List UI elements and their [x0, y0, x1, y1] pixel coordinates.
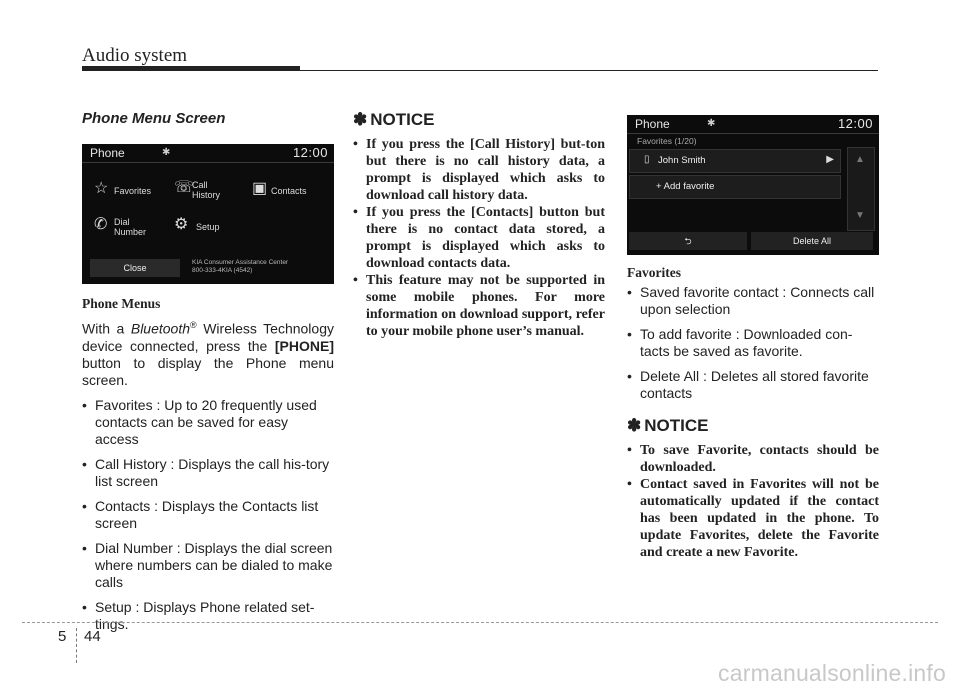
intro-text-a: With a: [82, 320, 131, 337]
menu-description-list: [82, 397, 334, 633]
scrollbar: [847, 147, 875, 231]
page-number-divider: [76, 628, 78, 663]
menu-contacts: Contacts: [271, 186, 307, 196]
favorites-count: Favorites (1/20): [637, 136, 697, 146]
screen-title: Phone: [90, 146, 125, 160]
add-favorite-row: [629, 175, 841, 199]
section-number: 5: [58, 628, 67, 645]
screen-title: Phone: [635, 117, 670, 131]
back-button: [629, 232, 747, 250]
list-item: • Dial Number : Displays the dial screen where numbers can be dialed to make calls: [82, 540, 334, 591]
favorites-description-list: [627, 284, 879, 402]
column-phone-menu: [82, 110, 334, 641]
menu-dial-number: Dial Number: [114, 217, 147, 237]
phone-button-ref: [PHONE]: [274, 337, 334, 354]
bluetooth-icon: ✱: [162, 147, 171, 158]
favorite-contact-name: John Smith: [658, 155, 706, 166]
notice-list: [627, 442, 879, 561]
figure-caption: Favorites: [627, 265, 681, 280]
menu-call-history: Call History: [192, 180, 221, 200]
registered-mark: ®: [190, 320, 197, 330]
menu-setup: Setup: [196, 222, 220, 232]
call-history-icon: ☏: [174, 179, 195, 196]
section-title: Phone Menu Screen: [82, 110, 226, 127]
notice-heading: [353, 110, 605, 130]
notice-item: • Contact saved in Favorites will not be automatically updated if the contact has been updated in the phone. To update Favorites, delete the Favorite and create a new Favorite.: [627, 476, 879, 561]
watermark: carmanualsonline.info: [718, 660, 946, 686]
notice-title: NOTICE: [370, 110, 435, 129]
favorite-contact-row: [629, 149, 841, 173]
phone-menu-screen-image: [82, 144, 334, 284]
header-rule: [82, 70, 878, 71]
back-icon: ⮌: [684, 236, 692, 246]
menu-favorites: Favorites: [114, 186, 152, 196]
favorites-screen-image: [627, 115, 879, 255]
intro-paragraph: [82, 317, 334, 389]
list-item: • Favorites : Up to 20 frequently used contacts can be saved for easy access: [82, 397, 334, 448]
intro-text-b: Wireless Technology device connected, press the: [82, 320, 334, 354]
page-number: 44: [84, 628, 101, 645]
delete-all-button: Delete All: [751, 232, 873, 250]
notice-item: • This feature may not be supported in some mobile phones. For more information on download support, refer to your mobile phone user’s manual.: [353, 272, 605, 340]
notice-item: • To save Favorite, contacts should be downloaded.: [627, 442, 879, 476]
list-item: • Setup : Displays Phone related set-tings.: [82, 599, 334, 633]
screen-title-bar: [82, 144, 334, 163]
notice-list: [353, 136, 605, 340]
list-item: • Call History : Displays the call his-tory list screen: [82, 456, 334, 490]
assistance-line-2: 800-333-4KIA (4542): [192, 267, 253, 274]
gear-icon: ⚙: [174, 216, 189, 233]
notice-title: NOTICE: [644, 416, 709, 435]
screen-clock: 12:00: [837, 116, 873, 131]
play-icon: ▶: [826, 154, 834, 165]
assistance-line-1: KIA Consumer Assistance Center: [192, 259, 289, 266]
list-item: • Delete All : Deletes all stored favorite contacts: [627, 368, 879, 402]
star-icon: ☆: [94, 180, 109, 197]
bluetooth-word: Bluetooth: [130, 320, 191, 337]
list-item: • Contacts : Displays the Contacts list screen: [82, 498, 334, 532]
notice-star-icon: ✽: [353, 110, 368, 129]
screen-title-bar: [627, 115, 879, 134]
dial-icon: ✆: [94, 216, 108, 233]
figure-caption: Phone Menus: [82, 296, 161, 311]
scroll-up-icon: ▲: [855, 154, 865, 165]
notice-heading: [627, 416, 879, 436]
notice-item: • If you press the [Call History] but-ton but there is no call history data, a prompt is displayed which asks to download call history data.: [353, 136, 605, 204]
assistance-center: [192, 259, 288, 275]
contacts-icon: ▣: [252, 180, 268, 197]
intro-text-c: button to display the Phone menu screen.: [82, 354, 334, 388]
add-favorite-label: + Add favorite: [656, 181, 715, 192]
screen-clock: 12:00: [292, 145, 328, 160]
close-button: Close: [90, 259, 180, 277]
list-item: • To add favorite : Downloaded con-tacts be saved as favorite.: [627, 326, 879, 360]
notice-star-icon: ✽: [627, 416, 642, 435]
scroll-down-icon: ▼: [855, 210, 865, 221]
column-notice: [353, 110, 605, 340]
phone-icon: ▯: [644, 154, 650, 165]
notice-item: • If you press the [Contacts] button but there is no contact data stored, a prompt is displayed which asks to download contacts data.: [353, 204, 605, 272]
header-title: Audio system: [82, 45, 188, 66]
footer-rule: [22, 622, 938, 623]
list-item: • Saved favorite contact : Connects call upon selection: [627, 284, 879, 318]
bluetooth-icon: ✱: [707, 118, 716, 129]
column-favorites: [627, 115, 879, 561]
